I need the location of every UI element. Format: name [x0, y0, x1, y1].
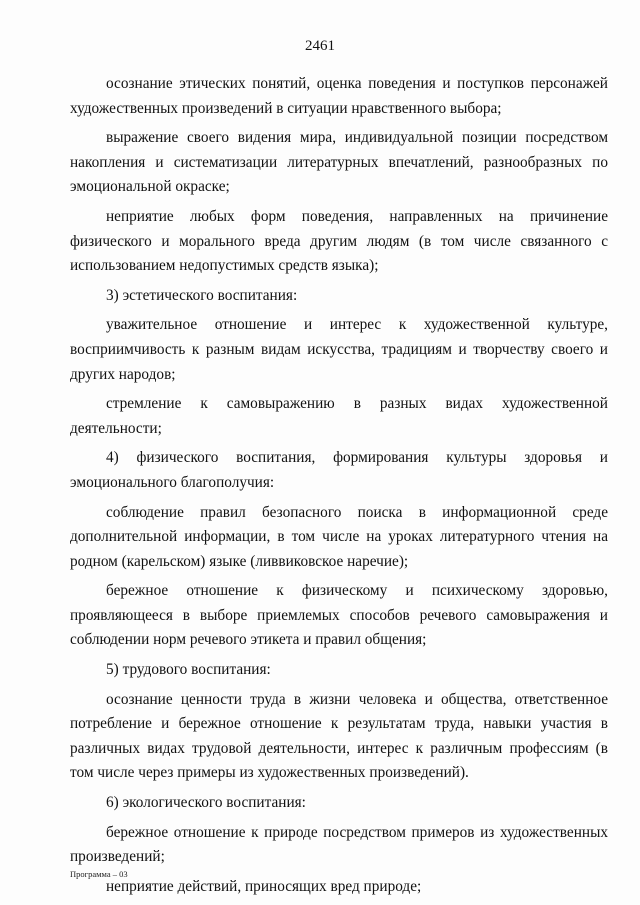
paragraph-value-of-labor: осознание ценности труда в жизни человека и общества, ответственное потребление и бережное отношение к результатам труда, навыки участия в различных видах трудовой деятельности, интерес к различным профессиям (в том числе через примеры из художественных произведений). [70, 690, 608, 782]
heading-ecological-education: 6) экологического воспитания: [106, 794, 306, 812]
document-body [70, 72, 608, 904]
paragraph-rejection-of-nature-harm: неприятие действий, приносящих вред природе; [106, 877, 422, 895]
paragraph-safe-search: соблюдение правил безопасного поиска в информационной среде дополнительной информации, в том числе на уроках литературного чтения на родном (карельском) языке (ливвиковское наречие); [70, 503, 608, 570]
paragraph-health-care: бережное отношение к физическому и психическому здоровью, проявляющееся в выборе приемлемых способов речевого самовыражения и соблюдении норм речевого этикета и правил общения; [70, 582, 608, 649]
heading-physical-education: 4) физического воспитания, формирования культуры здоровья и эмоционального благополучия: [70, 449, 608, 491]
paragraph-care-for-nature: бережное отношение к природе посредством примеров из художественных произведений; [70, 823, 608, 866]
heading-aesthetic-education: 3) эстетического воспитания: [106, 286, 298, 304]
page-number: 2461 [305, 38, 335, 54]
heading-labor-education: 5) трудового воспитания: [106, 661, 271, 679]
paragraph-respect-for-culture: уважительное отношение и интерес к художественной культуре, восприимчивость к разным видам искусства, традициям и творчеству своего и других народов; [70, 316, 608, 383]
footer-program-code: Программа – 03 [70, 869, 128, 879]
paragraph-ethical-concepts: осознание этических понятий, оценка поведения и поступков персонажей художественных произведений в ситуации нравственного выбора; [70, 75, 608, 117]
paragraph-self-expression: стремление к самовыражению в разных видах художественной деятельности; [70, 395, 608, 437]
paragraph-rejection-of-harm: неприятие любых форм поведения, направленных на причинение физического и морального вреда другим людям (в том числе связанного с использованием недопустимых средств языка); [70, 207, 608, 275]
paragraph-worldview-expression: выражение своего видения мира, индивидуальной позиции посредством накопления и систематизации литературных впечатлений, разнообразных по эмоциональной окраске; [70, 129, 608, 196]
